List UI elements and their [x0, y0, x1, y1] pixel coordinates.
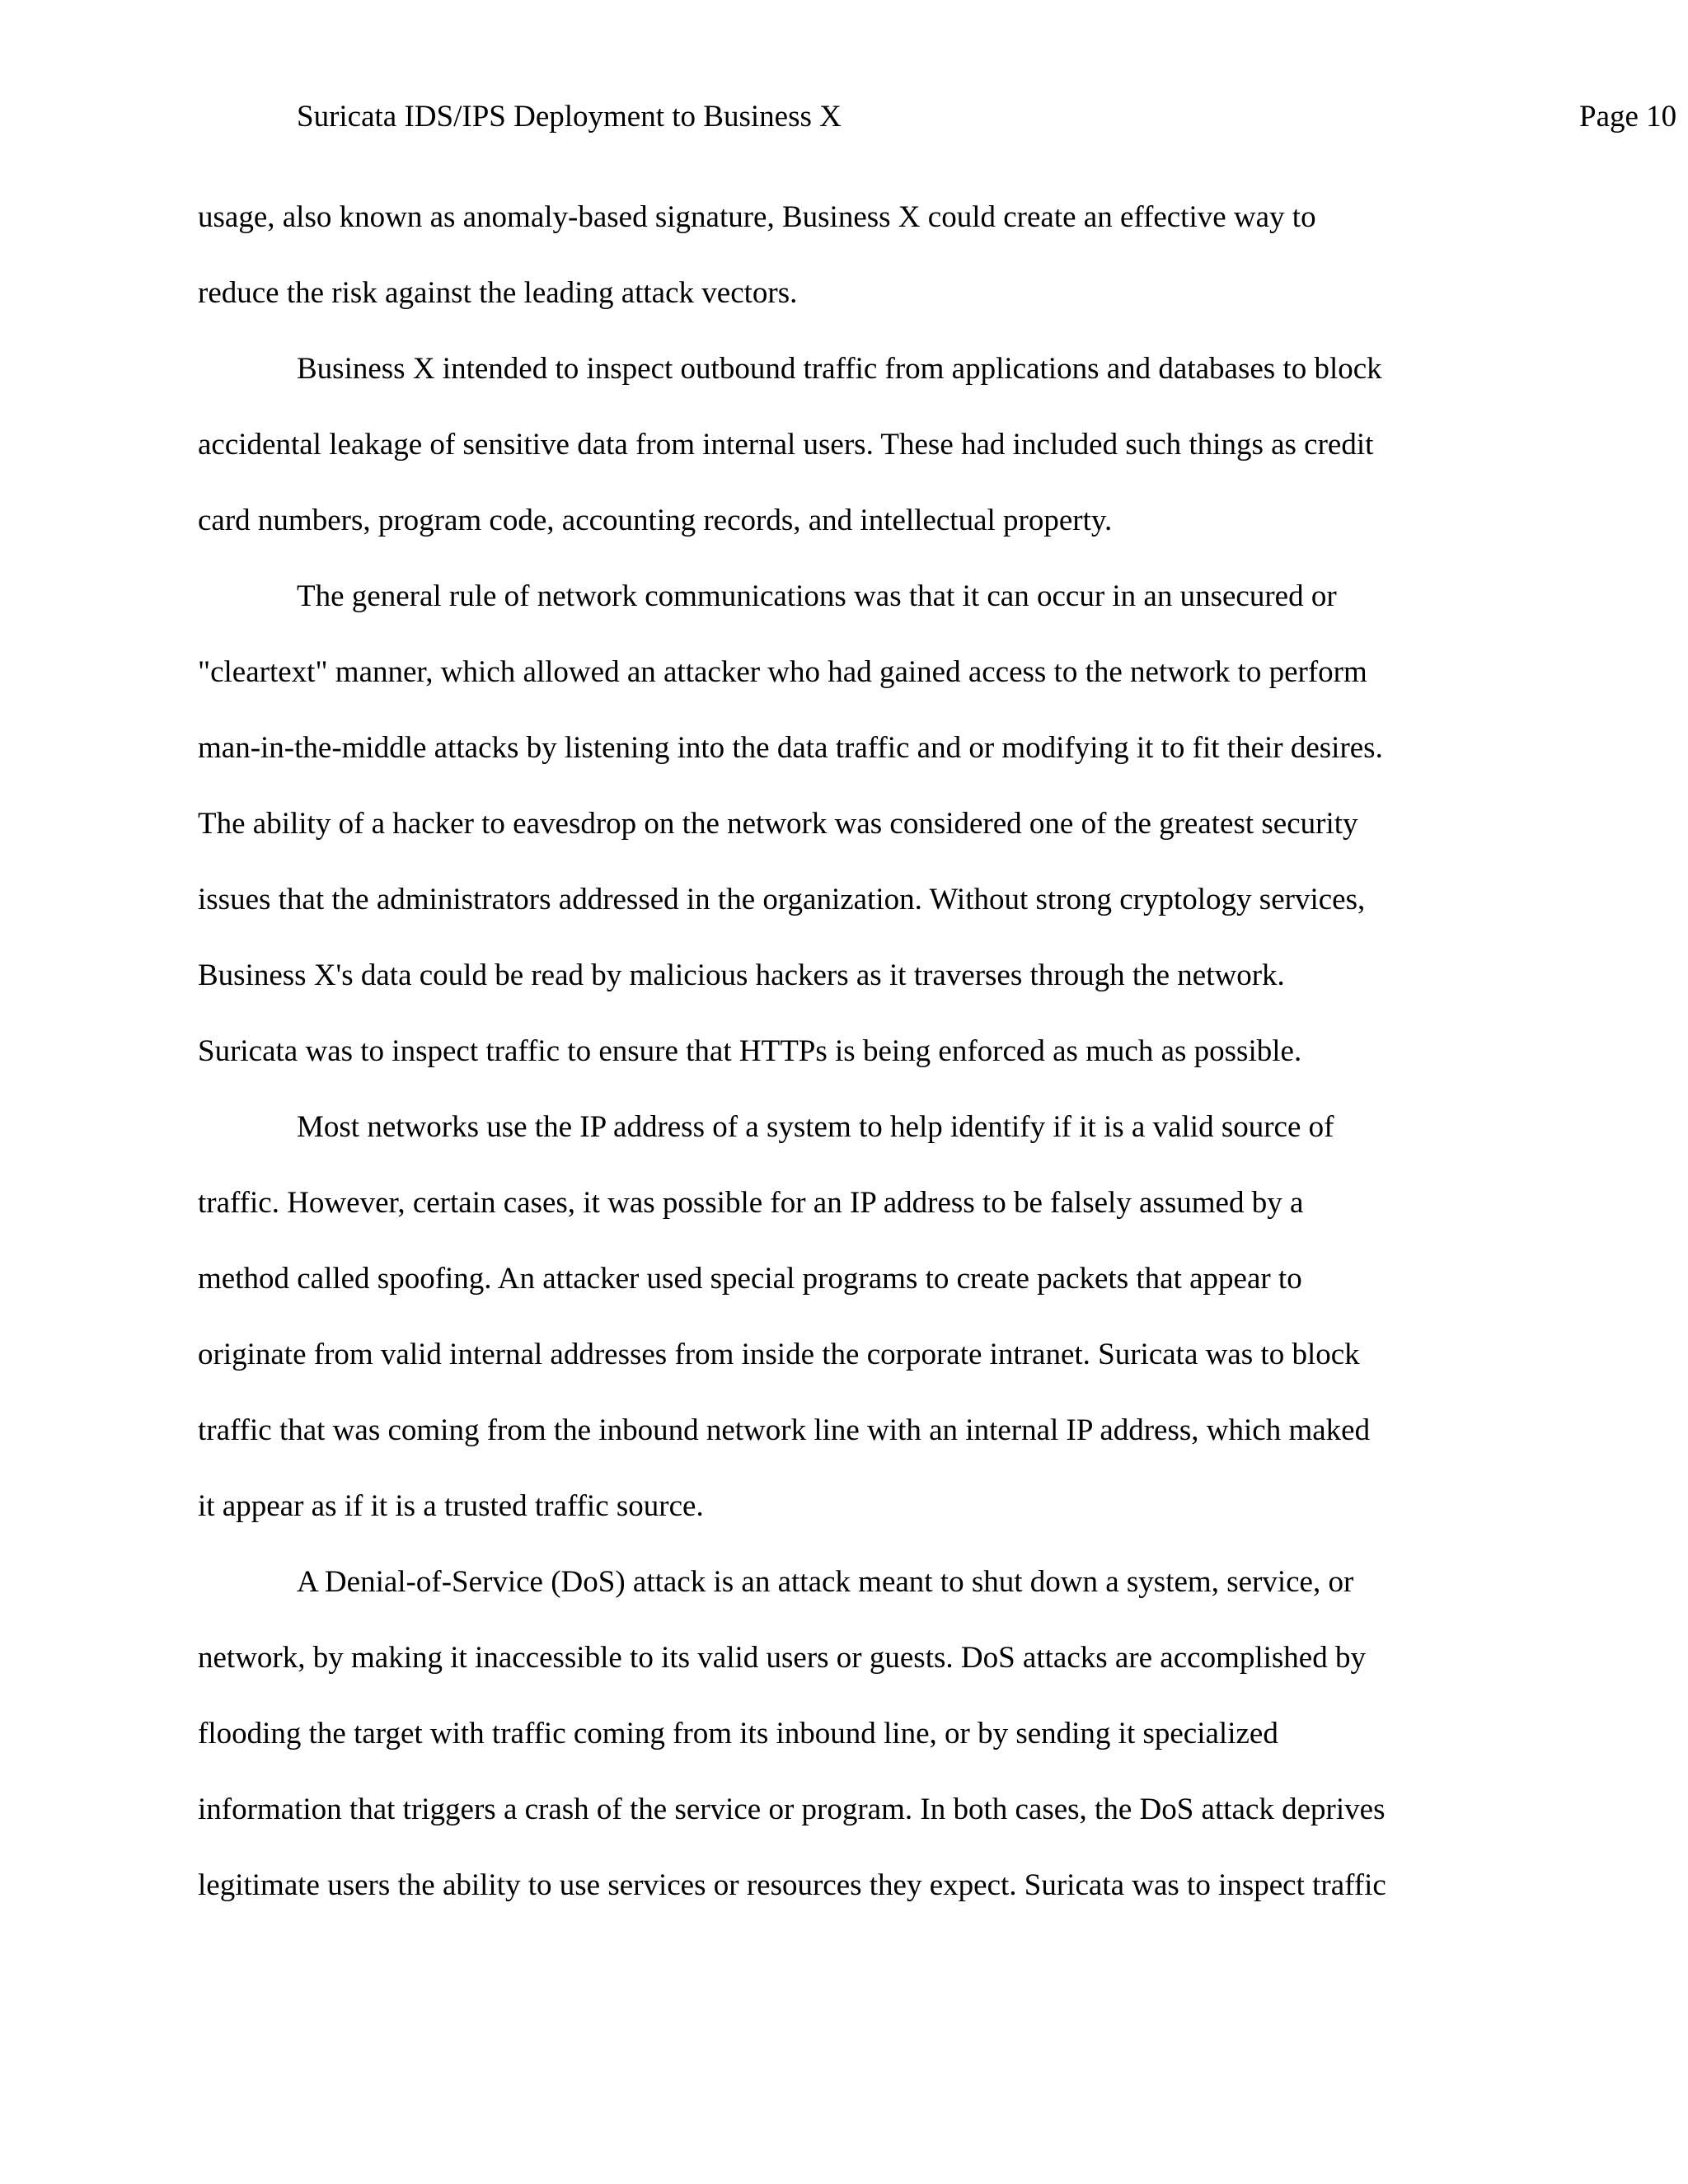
- text-line: information that triggers a crash of the service or program. In both cases, the DoS attack deprives: [198, 1793, 1386, 1826]
- text-line: man-in-the-middle attacks by listening into the data traffic and or modifying it to fit their desires.: [198, 731, 1383, 765]
- text-line: reduce the risk against the leading attack vectors.: [198, 276, 798, 310]
- text-line: legitimate users the ability to use services or resources they expect. Suricata was to inspect traffic: [198, 1868, 1386, 1902]
- text-line: traffic. However, certain cases, it was possible for an IP address to be falsely assumed by a: [198, 1186, 1304, 1220]
- text-line: Most networks use the IP address of a system to help identify if it is a valid source of: [297, 1110, 1334, 1144]
- text-line: traffic that was coming from the inbound network line with an internal IP address, which maked: [198, 1413, 1371, 1447]
- text-line: network, by making it inaccessible to its valid users or guests. DoS attacks are accomplished by: [198, 1641, 1366, 1675]
- text-line: "cleartext" manner, which allowed an attacker who had gained access to the network to perform: [198, 655, 1367, 689]
- running-head: Suricata IDS/IPS Deployment to Business X: [297, 100, 842, 134]
- text-line: The general rule of network communications was that it can occur in an unsecured or: [297, 579, 1337, 613]
- text-line: card numbers, program code, accounting records, and intellectual property.: [198, 504, 1113, 537]
- text-line: flooding the target with traffic coming from its inbound line, or by sending it specialized: [198, 1717, 1278, 1750]
- text-line: it appear as if it is a trusted traffic source.: [198, 1489, 704, 1523]
- page-number: Page 10: [1579, 100, 1677, 134]
- body-text: [198, 193, 1467, 1937]
- paragraph: [198, 572, 1467, 1103]
- paragraph: [198, 1103, 1467, 1558]
- text-line: Business X's data could be read by malicious hackers as it traverses through the network.: [198, 958, 1285, 992]
- text-line: issues that the administrators addressed in the organization. Without strong cryptology services,: [198, 883, 1366, 916]
- text-line: A Denial-of-Service (DoS) attack is an attack meant to shut down a system, service, or: [297, 1565, 1354, 1599]
- text-line: usage, also known as anomaly-based signature, Business X could create an effective way to: [198, 200, 1316, 234]
- paragraph: [198, 344, 1467, 572]
- text-line: Suricata was to inspect traffic to ensure that HTTPs is being enforced as much as possible.: [198, 1034, 1302, 1068]
- paragraph: [198, 193, 1467, 344]
- text-line: accidental leakage of sensitive data from internal users. These had included such things as credit: [198, 428, 1374, 462]
- text-line: method called spoofing. An attacker used special programs to create packets that appear to: [198, 1262, 1302, 1296]
- text-line: originate from valid internal addresses from inside the corporate intranet. Suricata was to block: [198, 1338, 1360, 1371]
- text-line: Business X intended to inspect outbound traffic from applications and databases to block: [297, 352, 1382, 386]
- paragraph: [198, 1558, 1467, 1937]
- text-line: The ability of a hacker to eavesdrop on the network was considered one of the greatest security: [198, 807, 1358, 841]
